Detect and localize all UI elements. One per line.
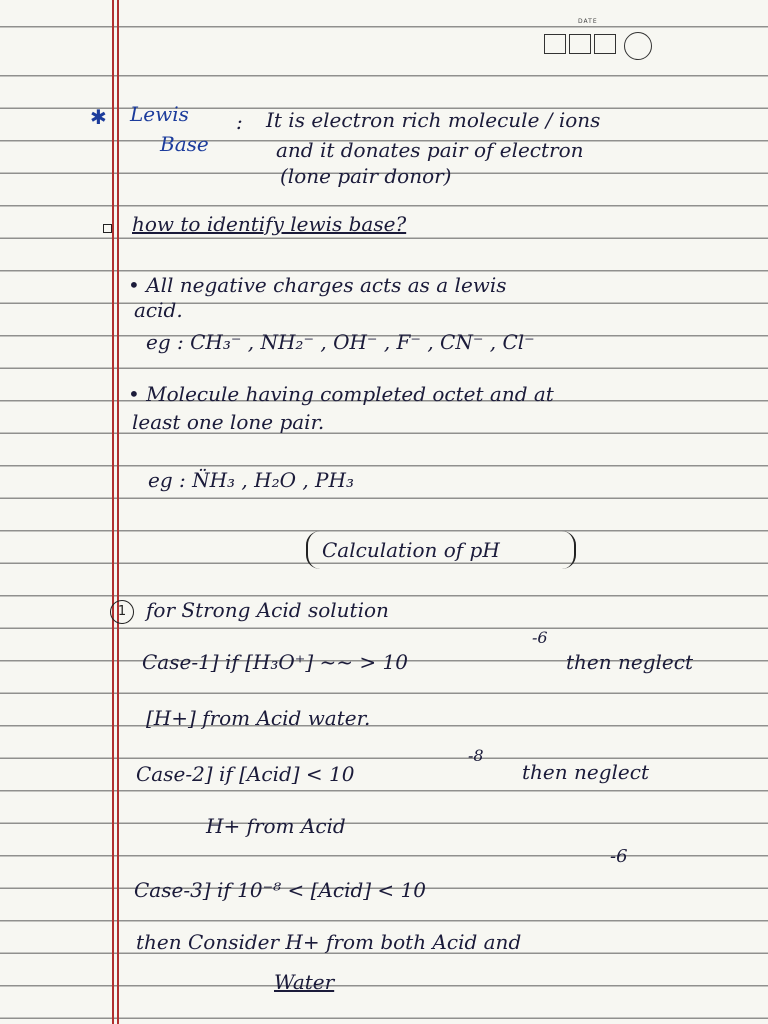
- case-1-line-1: Case-1] if [H₃O⁺] ~~ > 10: [142, 650, 408, 674]
- point-1-line-1: • All negative charges acts as a lewis: [128, 273, 507, 297]
- definition-line-1: It is electron rich molecule / ions: [266, 108, 601, 132]
- point-2-line-2: least one lone pair.: [132, 410, 325, 434]
- date-label: DATE: [578, 18, 598, 25]
- date-cell: [544, 34, 566, 54]
- case-2-line-1: Case-2] if [Acid] < 10: [136, 762, 355, 786]
- margin-line-right: [117, 0, 119, 1024]
- definition-line-3: (lone pair donor): [280, 164, 452, 188]
- identify-heading: how to identify lewis base?: [132, 212, 407, 236]
- case-1-then: then neglect: [566, 650, 693, 674]
- term-lewis: Lewis: [130, 102, 189, 126]
- point-1-example: eg : CH₃⁻ , NH₂⁻ , OH⁻ , F⁻ , CN⁻ , Cl⁻: [146, 330, 535, 354]
- term-base: Base: [160, 132, 209, 156]
- page-number-circle: [624, 32, 652, 60]
- date-cells: [544, 34, 616, 54]
- case-3-line-2: then Consider H+ from both Acid and: [136, 930, 522, 954]
- point-2-line-1: • Molecule having completed octet and at: [128, 382, 554, 406]
- definition-line-2: and it donates pair of electron: [276, 138, 584, 162]
- item-number-badge: 1: [110, 600, 134, 624]
- star-icon: ✱: [90, 105, 107, 129]
- point-2-example: eg : N̈H₃ , H₂O , PH₃: [148, 468, 354, 492]
- square-bullet-icon: [103, 224, 112, 233]
- case-3-line-3: Water: [274, 970, 335, 994]
- case-3-exponent: -6: [610, 846, 628, 867]
- date-cell: [594, 34, 616, 54]
- strong-acid-heading: for Strong Acid solution: [146, 598, 389, 622]
- case-3-line-1: Case-3] if 10⁻⁸ < [Acid] < 10: [134, 878, 426, 902]
- case-1-line-2: [H+] from Acid water.: [146, 706, 371, 730]
- point-1-line-2: acid.: [134, 298, 183, 322]
- date-cell: [569, 34, 591, 54]
- case-2-line-2: H+ from Acid: [206, 814, 346, 838]
- case-2-then: then neglect: [522, 760, 649, 784]
- case-1-exponent: -6: [532, 628, 548, 647]
- case-2-exponent: -8: [468, 746, 484, 765]
- margin-line-left: [112, 0, 114, 1024]
- definition-colon: :: [236, 110, 243, 134]
- date-box: [538, 16, 656, 62]
- ph-section-title: Calculation of pH: [322, 538, 500, 562]
